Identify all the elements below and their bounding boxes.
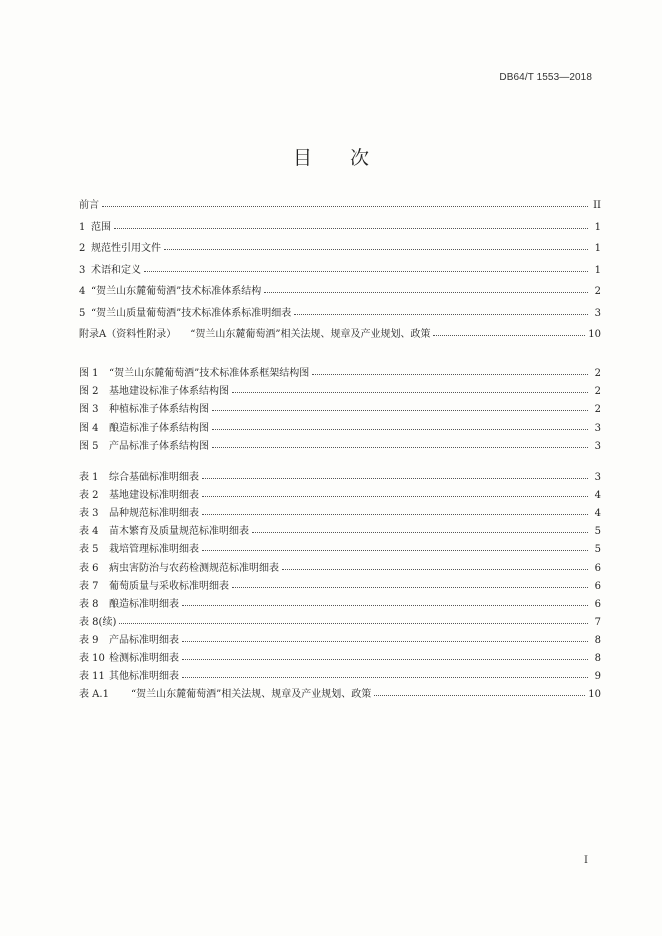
toc-leader-dots — [212, 401, 588, 411]
toc-page-number: 9 — [594, 671, 601, 683]
toc-leader-dots — [232, 578, 588, 588]
toc-leader-dots — [232, 383, 588, 393]
toc-entry-number: 图 3 — [79, 404, 99, 416]
toc-page-number: 10 — [588, 689, 601, 701]
toc-page-number: 6 — [594, 580, 601, 592]
toc-page-number: 6 — [594, 598, 601, 610]
toc-entry-text — [79, 667, 179, 682]
toc-entry-label: 产品标准明细表 — [109, 634, 179, 646]
toc-leader-dots — [374, 686, 585, 696]
toc-page-number: 6 — [594, 562, 601, 574]
toc-leader-dots — [119, 614, 588, 624]
toc-entry-label: 病虫害防治与农药检测规范标准明细表 — [109, 562, 279, 574]
toc-entry[interactable] — [79, 559, 601, 575]
footer-page-number: I — [584, 855, 588, 866]
toc-entry-label: 其他标准明细表 — [109, 671, 179, 683]
toc-page-number: 7 — [594, 616, 601, 628]
toc-entry[interactable] — [79, 419, 601, 435]
toc-leader-dots — [202, 541, 588, 551]
toc-entry-label: “贺兰山东麓葡萄酒”技术标准体系结构 — [91, 286, 262, 297]
toc-leader-dots — [182, 596, 588, 606]
toc-page-number: 3 — [594, 422, 601, 434]
toc-entry-text — [79, 685, 371, 700]
toc-leader-dots — [252, 523, 588, 533]
toc-leader-dots — [102, 197, 588, 207]
toc-page-number: 8 — [594, 653, 601, 664]
toc-entry[interactable] — [79, 364, 601, 380]
toc-leader-dots — [282, 560, 588, 570]
toc-entry-label: “贺兰山东麓葡萄酒”相关法规、规章及产业规划、政策 — [131, 689, 372, 701]
toc-entry-label: 栽培管理标准明细表 — [109, 544, 199, 556]
toc-entry[interactable] — [79, 239, 601, 255]
toc-entry-label: 种植标准子体系结构图 — [109, 404, 209, 416]
toc-entry-label: 产品标准子体系结构图 — [109, 440, 209, 452]
toc-entry-text — [79, 559, 279, 574]
toc-page-number: 2 — [594, 404, 601, 416]
toc-entry-number: 图 4 — [79, 422, 99, 434]
toc-entry[interactable] — [79, 325, 601, 341]
toc-leader-dots — [202, 487, 588, 497]
toc-page-number: 4 — [594, 490, 601, 502]
toc-leader-dots — [164, 240, 588, 250]
toc-entry-text — [79, 613, 116, 628]
toc-page-number: 3 — [594, 440, 601, 452]
toc-entry[interactable] — [79, 613, 601, 629]
toc-entry-text — [79, 218, 111, 233]
toc-entry-label: 葡萄质量与采收标准明细表 — [109, 580, 229, 592]
toc-leader-dots — [212, 438, 588, 448]
toc-entry-text — [79, 282, 261, 297]
toc-entry-label: 基地建设标准明细表 — [109, 490, 199, 502]
toc-entry[interactable] — [79, 522, 601, 538]
toc-entry-text — [79, 364, 309, 379]
toc-entry-number: 附录A（资料性附录） — [79, 329, 177, 340]
toc-entry-text — [79, 261, 141, 276]
toc-entry-text — [79, 631, 179, 646]
toc-entry[interactable] — [79, 486, 601, 502]
toc-page-number: 2 — [594, 386, 601, 398]
toc-entry-label: 苗木繁育及质量规范标准明细表 — [109, 526, 249, 538]
toc-entry-label: “贺兰山质量葡萄酒”技术标准体系标准明细表 — [91, 307, 292, 319]
toc-entry-text — [79, 419, 209, 434]
toc-entry-label: “贺兰山东麓葡萄酒”技术标准体系框架结构图 — [109, 368, 310, 379]
toc-entry-number: 3 — [79, 264, 86, 276]
toc-entry-label: 酿造标准子体系结构图 — [109, 422, 209, 434]
toc-page-number: 3 — [594, 307, 601, 319]
toc-entry-text — [79, 196, 99, 211]
toc-entry[interactable] — [79, 218, 601, 234]
toc-entry-number: 表 2 — [79, 490, 99, 502]
toc-entry-text — [79, 486, 199, 501]
toc-entry-text — [79, 239, 161, 254]
toc-page-number: 8 — [594, 634, 601, 646]
toc-leader-dots — [182, 668, 588, 678]
toc-entry-text — [79, 504, 199, 519]
toc-entry-number: 表 8(续) — [79, 616, 117, 628]
toc-entry-text — [79, 540, 199, 555]
toc-leader-dots — [114, 219, 588, 229]
toc-entry[interactable] — [79, 504, 601, 520]
toc-entry[interactable] — [79, 304, 601, 320]
toc-entry-text — [79, 522, 249, 537]
toc-entry-number: 表 A.1 — [79, 689, 109, 701]
toc-entry-number: 表 9 — [79, 634, 99, 646]
toc-page-number: 5 — [594, 526, 601, 538]
toc-entry[interactable] — [79, 685, 601, 701]
toc-leader-dots — [212, 420, 588, 430]
toc-entry-label: 范围 — [91, 221, 111, 233]
toc-entry-number: 图 1 — [79, 368, 99, 379]
toc-entry-number: 表 6 — [79, 562, 99, 574]
toc-page-number: 3 — [594, 472, 601, 483]
toc-page-number: II — [593, 200, 601, 211]
toc-page-number: 1 — [594, 264, 601, 276]
toc-entry-number: 表 3 — [79, 508, 99, 520]
toc-entry-number: 表 10 — [79, 653, 105, 664]
page-title: 目次 — [292, 147, 407, 169]
toc-entry-label: 酿造标准明细表 — [109, 598, 179, 610]
toc-entry-label: 前言 — [79, 200, 99, 211]
toc-entry[interactable] — [79, 468, 601, 484]
toc-entry-text — [79, 468, 199, 483]
toc-entry-number: 图 2 — [79, 386, 99, 398]
toc-entry[interactable] — [79, 282, 601, 298]
toc-entry[interactable] — [79, 595, 601, 611]
toc-entry-number: 表 5 — [79, 544, 99, 556]
toc-page-number: 1 — [594, 221, 601, 233]
toc-entry-number: 表 7 — [79, 580, 99, 592]
standard-code: DB64/T 1553—2018 — [499, 72, 592, 83]
toc-page-number: 5 — [594, 544, 601, 556]
toc-entry-number: 表 8 — [79, 598, 99, 610]
toc-leader-dots — [202, 505, 588, 515]
toc-leader-dots — [264, 283, 588, 293]
toc-leader-dots — [312, 365, 588, 375]
toc-entry-text — [79, 577, 229, 592]
toc-entry-label: 基地建设标准子体系结构图 — [109, 386, 229, 398]
toc-entry-text — [79, 382, 229, 397]
toc-entry-number: 2 — [79, 243, 86, 254]
toc-leader-dots — [182, 632, 588, 642]
toc-entry-text — [79, 437, 209, 452]
toc-entry-number: 图 5 — [79, 440, 99, 452]
toc-page-number: 4 — [594, 508, 601, 520]
toc-leader-dots — [294, 305, 588, 315]
toc-entry-number: 表 1 — [79, 472, 99, 483]
toc-entry[interactable] — [79, 382, 601, 398]
toc-entry[interactable] — [79, 631, 601, 647]
toc-leader-dots — [433, 326, 585, 336]
toc-entry-number: 5 — [79, 307, 86, 319]
toc-entry[interactable] — [79, 261, 601, 277]
toc-entry[interactable] — [79, 437, 601, 453]
toc-entry-text — [79, 595, 179, 610]
toc-page-number: 10 — [588, 329, 601, 340]
toc-entry-number: 表 11 — [79, 671, 105, 683]
toc-entry[interactable] — [79, 667, 601, 683]
toc-entry[interactable] — [79, 577, 601, 593]
toc-entry[interactable] — [79, 400, 601, 416]
toc-entry[interactable] — [79, 196, 601, 212]
toc-entry-text — [79, 649, 179, 664]
toc-entry-label: 检测标准明细表 — [109, 653, 179, 664]
toc-entry-label: 术语和定义 — [91, 264, 141, 276]
toc-entry-label: 品种规范标准明细表 — [109, 508, 199, 520]
toc-entry-label: “贺兰山东麓葡萄酒”相关法规、规章及产业规划、政策 — [190, 329, 431, 340]
toc-page-number: 2 — [594, 368, 601, 379]
toc-entry[interactable] — [79, 540, 601, 556]
toc-entry-text — [79, 400, 209, 415]
toc-entry-text — [79, 304, 291, 319]
toc-entry-number: 1 — [79, 221, 86, 233]
toc-entry[interactable] — [79, 649, 601, 665]
toc-entry-text — [79, 325, 430, 340]
toc-entry-number: 表 4 — [79, 526, 99, 538]
toc-entry-label: 综合基础标准明细表 — [109, 472, 199, 483]
toc-leader-dots — [144, 262, 588, 272]
toc-entry-label: 规范性引用文件 — [91, 243, 161, 254]
toc-leader-dots — [182, 650, 588, 660]
toc-leader-dots — [202, 469, 588, 479]
toc-entry-number: 4 — [79, 286, 86, 297]
toc-page-number: 2 — [594, 286, 601, 297]
toc-page-number: 1 — [594, 243, 601, 254]
